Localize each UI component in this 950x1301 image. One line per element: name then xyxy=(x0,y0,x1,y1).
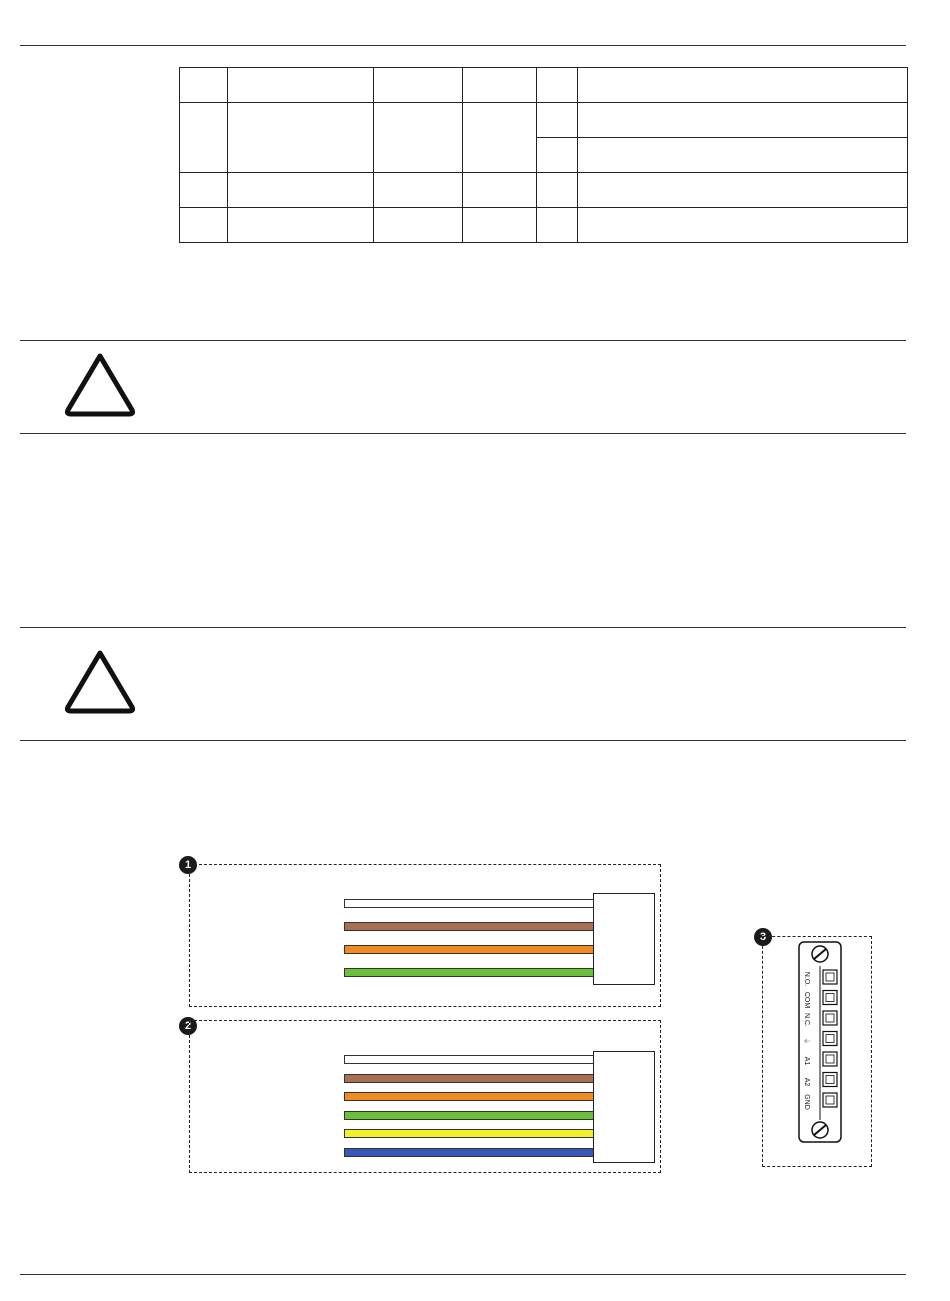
terminal-label: N.C. xyxy=(803,1013,810,1027)
terminal-slot xyxy=(823,970,837,984)
terminal-slot xyxy=(823,1032,837,1046)
terminal-label: COM xyxy=(803,991,810,1008)
wire xyxy=(344,945,594,954)
wire xyxy=(344,1111,594,1120)
terminal-label: A2 xyxy=(803,1077,810,1086)
wire xyxy=(344,1074,594,1083)
terminal-label: ⏚ xyxy=(803,1037,810,1044)
terminal-slot xyxy=(823,1052,837,1066)
wire xyxy=(344,968,594,977)
screw-icon xyxy=(812,1122,828,1138)
cable-4wire-connector xyxy=(593,893,655,985)
terminal-label: GND xyxy=(803,1094,810,1110)
cable-6wire-connector xyxy=(593,1051,655,1163)
footer-rule xyxy=(20,1274,906,1275)
wire xyxy=(344,1092,594,1101)
wire xyxy=(344,1148,594,1157)
wire xyxy=(344,899,594,908)
callout-1: 1 xyxy=(179,856,197,874)
callout-3: 3 xyxy=(754,928,772,946)
terminal-slot xyxy=(823,1073,837,1087)
terminal-label: A1 xyxy=(803,1056,810,1066)
terminal-slot xyxy=(823,1011,837,1025)
screw-icon xyxy=(812,946,828,962)
terminal-slot xyxy=(823,1093,837,1107)
wire xyxy=(344,922,594,931)
callout-2: 2 xyxy=(179,1017,197,1035)
terminal-slot xyxy=(823,991,837,1005)
cable-4wire-frame xyxy=(189,864,661,1007)
terminal-label: N.O. xyxy=(803,971,810,987)
wire xyxy=(344,1055,594,1064)
wire xyxy=(344,1129,594,1138)
